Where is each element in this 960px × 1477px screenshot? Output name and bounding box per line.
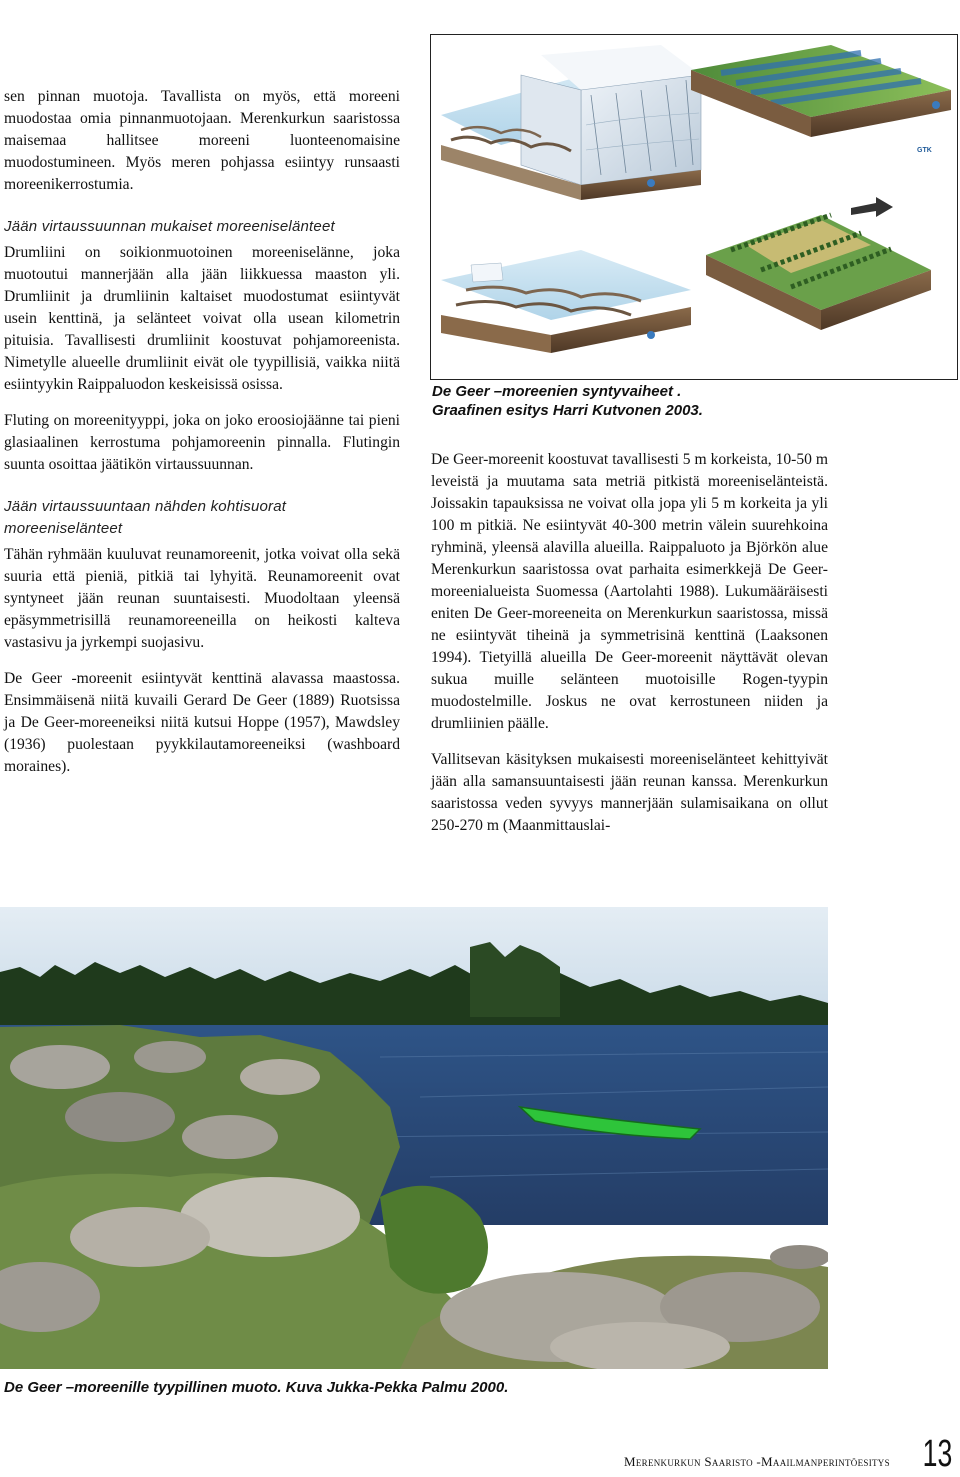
left-column [4, 86, 400, 792]
gtk-logo-icon-3 [647, 331, 655, 339]
moraine-formation-paragraph: Vallitsevan käsityksen mukaisesti moreeniselänteet kehittyivät jään alla samansuuntaisesti jään reunan kanssa. Merenkurkun saaristossa veden syvyys mannerjään sulamisaikana on ollut 250-270 m (Maanmittauslai- [431, 751, 828, 834]
gtk-logo-icon-2 [932, 101, 940, 109]
de-geer-formation-diagram [430, 34, 958, 380]
section-heading-drumlins: Jään virtaussuunnan mukaiset moreeniselänteet [4, 218, 335, 235]
photo-caption: De Geer –moreenille tyypillinen muoto. Kuva Jukka-Pekka Palmu 2000. [4, 1379, 509, 1396]
gtk-logo-label: GTK [917, 147, 932, 154]
diagram-caption-line2: Graafinen esitys Harri Kutvonen 2003. [432, 402, 703, 419]
section-heading-transverse: Jään virtaussuuntaan nähden kohtisuorat moreeniselänteet [4, 498, 287, 537]
de-geer-description-paragraph: De Geer-moreenit koostuvat tavallisesti 5 m korkeista, 10-50 m leveistä ja muutama sata metriä pitkistä moreeniselänteistä. Joissakin tapauksissa ne voivat olla jopa yli 5 m korkeita ja yli 100 m pitkiä. Ne esiintyvät 40-300 metrin välein suurehkoina ryhminä, yleensä alavilla alueilla. Raippaluoto ja Björkön alue Merenkurkun saaristossa ovat parhaita esimerkkejä De Geer- moreenialueista Suomessa (Aartolahti 1988). Lukumääräisesti eniten De Geer-moreeneita on Merenkurkun saaristossa, missä ne esiintyvät tiheinä ja symmetrisinä kenttinä (Laaksonen 1994). Tietyillä alueilla De Geer-moreenit näyttävät olevan sukua muille selänteen muotoisille Rogen-tyypin muodostelmille. Joskus ne ovat kerrostuneen niiden ja drumliinien päälle. [431, 451, 828, 732]
running-title: Merenkurkun Saaristo -Maailmanperintöesitys [624, 1454, 890, 1469]
fluting-paragraph: Fluting on moreenityyppi, joka on joko eroosiojäänne tai pieni glasiaalinen kerrostuma pohjamoreenin pinnalla. Flutingin suunta osoittaa jäätikön virtaussuunnan. [4, 412, 400, 473]
end-moraine-paragraph: Tähän ryhmään kuuluvat reunamoreenit, jotka voivat olla sekä suuria että pieniä, pitkiä tai lyhyitä. Reunamoreenit ovat syntyneet jään reunan suuntaisesti. Muodoltaan yleensä epäsymmetrisillä reunamoreeneilla on heikosti kalteva vastasivu ja jyrkempi suojasivu. [4, 546, 400, 651]
page-number: 13 [922, 1433, 952, 1475]
block-present-stage [691, 45, 951, 137]
block-retreat-stage [441, 250, 691, 353]
direction-arrow-icon [851, 197, 893, 217]
de-geer-paragraph: De Geer -moreenit esiintyvät kenttinä alavassa maastossa. Ensimmäisenä niitä kuvaili Gerard De Geer (1889) Ruotsissa ja De Geer-moreeneiksi niitä kutsui Hoppe (1957), Mawdsley (1936) puolestaan pyykkilautamoreeneiksi (washboard moraines). [4, 670, 400, 775]
drumlin-paragraph: Drumliini on soikionmuotoinen moreeniselänne, joka muotoutui mannerjään alla jään liikkuessa maaston yli. Drumliinit ja drumliinin kaltaiset muodostumat esiintyvät usein kenttinä, ja selänteet voivat olla usean kilometrin pituisia. Tavallisesti drumliinit koostuvat pohjamoreenista. Nimetylle alueelle drumliinit eivät ole tyypillisiä, vaikka niitä esiintyykin Raippaluodon keskeisissä osissa. [4, 244, 400, 393]
intro-paragraph: sen pinnan muotoja. Tavallista on myös, että moreeni muodostaa omia pinnanmuotojaan. Merenkurkun saaristossa maisemaa hallitsee moreeni luonteenomaisine muodostumineen. Myös meren pohjassa esiintyy runsaasti moreenikerrostumia. [4, 88, 400, 193]
page-footer [624, 1433, 954, 1475]
diagram-illustration [431, 35, 957, 379]
right-column [431, 449, 828, 851]
landscape-photo [0, 907, 828, 1369]
shore-photo-illustration [0, 907, 828, 1369]
block-ice-stage [441, 45, 701, 200]
block-forest-stage [706, 215, 931, 330]
diagram-caption [432, 382, 952, 420]
diagram-caption-line1: De Geer –moreenien syntyvaiheet . [432, 383, 682, 400]
gtk-logo-icon [647, 179, 655, 187]
